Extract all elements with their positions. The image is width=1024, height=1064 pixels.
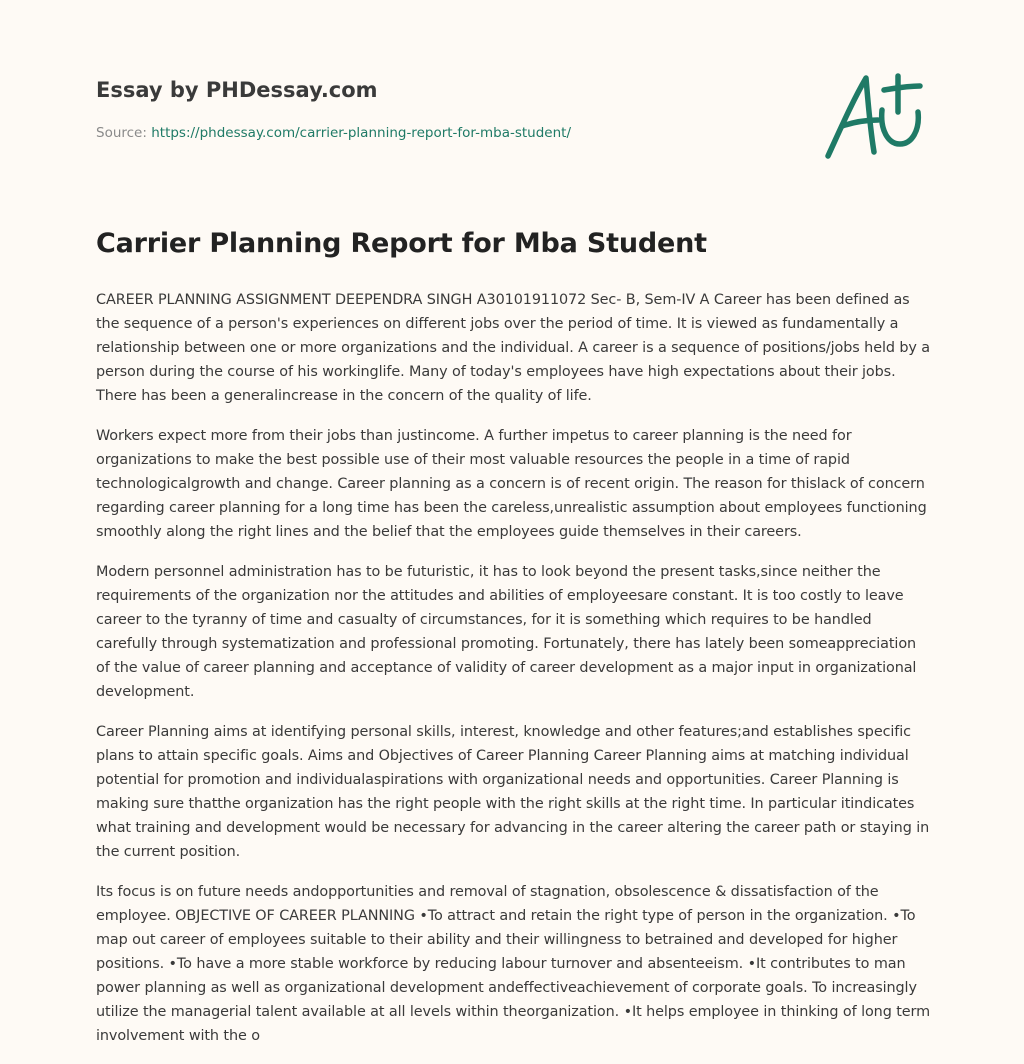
essay-paragraph: CAREER PLANNING ASSIGNMENT DEEPENDRA SINGH A30101911072 Sec- B, Sem-IV A Career has been defined as the sequence of a person's experiences on different jobs over the period of time. It is viewed as fundamentally a relationship between one or more organizations and the individual. A career is a sequence of positions/jobs held by a person during the course of his workinglife. Many of today's employees have high expectations about their jobs. There has been a generalincrease in the concern of the quality of life. bbox=[96, 292, 930, 404]
essay-paragraph: Workers expect more from their jobs than justincome. A further impetus to career planning is the need for organizations to make the best possible use of their most valuable resources the people in a time of rapid technologicalgrowth and change. Career planning as a concern is of recent origin. The reason for thislack of concern regarding career planning for a long time has been the careless,unrealistic assumption about employees functioning smoothly along the right lines and the belief that the employees guide themselves in their careers. bbox=[96, 428, 927, 540]
page-header bbox=[96, 76, 796, 143]
source-line bbox=[96, 123, 796, 143]
source-link[interactable]: https://phdessay.com/carrier-planning-report-for-mba-student/ bbox=[151, 125, 572, 141]
essay-paragraph: Its focus is on future needs andopportunities and removal of stagnation, obsolescence & dissatisfaction of the employee. OBJECTIVE OF CAREER PLANNING •To attract and retain the right type of person in the organization. •To map out career of employees suitable to their ability and their willingness to betrained and developed for higher positions. •To have a more stable workforce by reducing labour turnover and absenteeism. •It contributes to man power planning as well as organizational development andeffectiveachievement of corporate goals. To increasingly utilize the managerial talent available at all levels within theorganization. •It helps employee in thinking of long term involvement with the o bbox=[96, 884, 930, 1044]
essay-title: Carrier Planning Report for Mba Student bbox=[96, 228, 707, 259]
essay-paragraph: Career Planning aims at identifying personal skills, interest, knowledge and other features;and establishes specific plans to attain specific goals. Aims and Objectives of Career Planning Career Planning aims at matching individual potential for promotion and individualaspirations with organizational needs and opportunities. Career Planning is making sure thatthe organization has the right people with the right skills at the right time. In particular itindicates what training and development would be necessary for advancing in the career altering the career path or staying in the current position. bbox=[96, 724, 930, 860]
essay-content bbox=[96, 226, 930, 1064]
site-title: Essay by PHDessay.com bbox=[96, 78, 378, 102]
essay-paragraph: Modern personnel administration has to be futuristic, it has to look beyond the present tasks,since neither the requirements of the organization nor the attitudes and abilities of employeesare constant. It is too costly to leave career to the tyranny of time and casualty of circumstances, for it is something which requires to be handled carefully through systematization and professional promoting. Fortunately, there has lately been someappreciation of the value of career planning and acceptance of validity of career development as a major input in organizational development. bbox=[96, 564, 917, 700]
a-plus-icon bbox=[822, 68, 926, 164]
source-label: Source: bbox=[96, 125, 147, 141]
